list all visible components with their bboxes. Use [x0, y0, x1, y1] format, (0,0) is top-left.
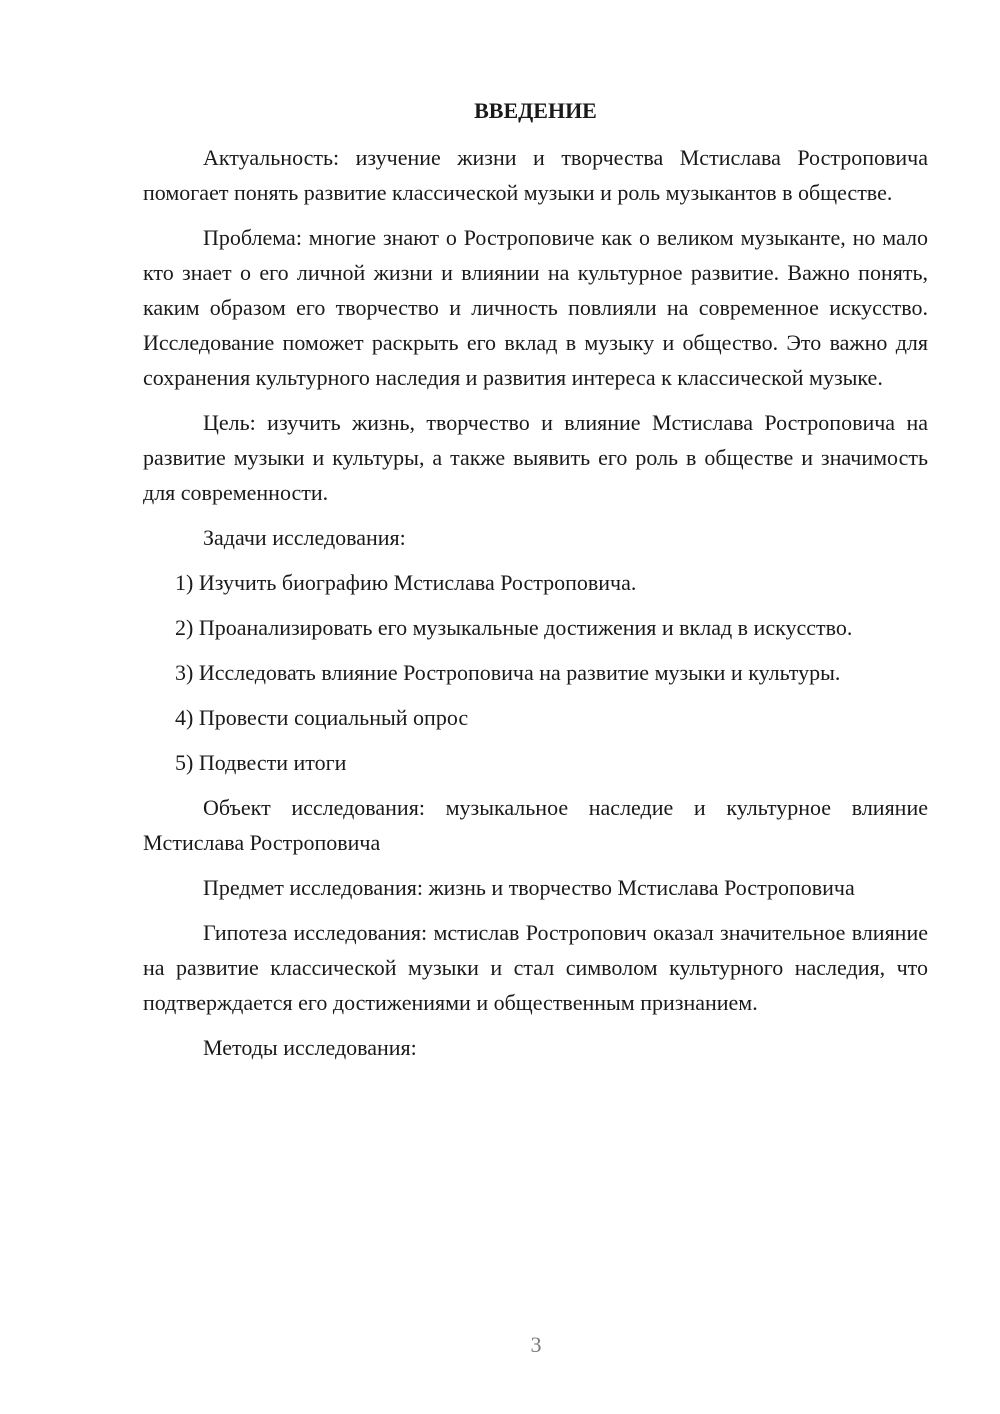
task-item: 3) Исследовать влияние Ростроповича на развитие музыки и культуры.	[175, 660, 841, 685]
task-item: 1) Изучить биографию Мстислава Ростроповича.	[175, 570, 637, 595]
paragraph-subject: Предмет исследования: жизнь и творчество Мстислава Ростроповича	[203, 875, 855, 900]
paragraph-problem: Проблема: многие знают о Ростроповиче как о великом музыканте, но мало кто знает о его личной жизни и влиянии на культурное развитие. Важно понять, каким образом его творчество и личность повлияли на современное искусство. Исследование поможет раскрыть его вклад в музыку и общество. Это важно для сохранения культурного наследия и развития интереса к классической музыке.	[143, 225, 928, 390]
page-title: ВВЕДЕНИЕ	[474, 98, 597, 123]
paragraph-hypothesis: Гипотеза исследования: мстислав Ростропович оказал значительное влияние на развитие классической музыки и стал символом культурного наследия, что подтверждается его достижениями и общественным признанием.	[143, 920, 928, 1015]
paragraph-actuality: Актуальность: изучение жизни и творчества Мстислава Ростроповича помогает понять развитие классической музыки и роль музыкантов в обществе.	[143, 145, 928, 205]
paragraph-goal: Цель: изучить жизнь, творчество и влияние Мстислава Ростроповича на развитие музыки и культуры, а также выявить его роль в обществе и значимость для современности.	[143, 410, 928, 505]
tasks-heading: Задачи исследования:	[203, 525, 406, 550]
page-number: 3	[530, 1332, 542, 1357]
document-page	[143, 96, 928, 1075]
task-item: 5) Подвести итоги	[175, 750, 347, 775]
task-item: 2) Проанализировать его музыкальные достижения и вклад в искусство.	[175, 615, 853, 640]
paragraph-object: Объект исследования: музыкальное наследие и культурное влияние Мстислава Ростроповича	[143, 795, 928, 855]
methods-heading: Методы исследования:	[203, 1035, 417, 1060]
task-item: 4) Провести социальный опрос	[175, 705, 469, 730]
